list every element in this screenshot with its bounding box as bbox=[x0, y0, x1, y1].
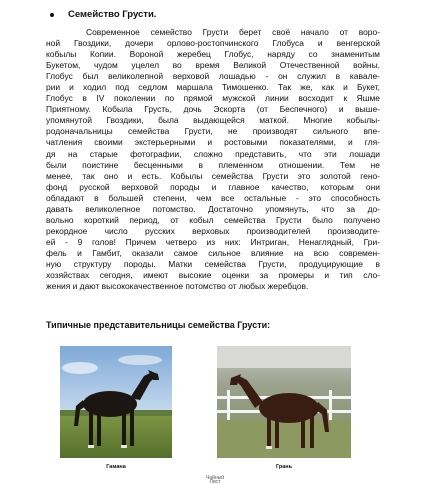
photo-caption-gran: Грань bbox=[275, 464, 293, 470]
body-paragraph bbox=[46, 27, 380, 292]
black-horse-photo-icon bbox=[60, 346, 172, 458]
body-line: давать великолепное потомство. Достаточно упомянуть, что за до- bbox=[46, 203, 380, 214]
body-line: чатления своими экстерьерными и ростовыми показателями, и гля- bbox=[46, 137, 380, 148]
body-line: упомянутой Гвоздики, была выдающейся маткой. Многие кобылы- bbox=[46, 115, 380, 126]
body-line: ей - 9 голов! Причем четверо из них: Интриган, Ненаглядный, Гри- bbox=[46, 236, 380, 247]
body-line: рекордное число русских верховых производителей производите- bbox=[46, 225, 380, 236]
body-line: фель и Гамбит, оказали самое сильное влияние на всю современ- bbox=[46, 247, 380, 258]
body-line: вольно короткий период, от кобыл семейства Грусти было получено bbox=[46, 214, 380, 225]
body-line: рии и ходил под седлом маршала Тимошенко. Так же, как и Букет, bbox=[46, 82, 380, 93]
page-footer: Чайный Лист bbox=[205, 475, 225, 485]
bay-horse-photo-icon bbox=[217, 346, 351, 458]
section-heading-text: Семейство Грусти. bbox=[68, 9, 157, 20]
photo-caption-gamana: Гамана bbox=[106, 464, 126, 470]
body-line: жения и дают высококачественное потомство от любых жеребцов. bbox=[46, 281, 309, 292]
horse-photo-gran bbox=[217, 346, 351, 458]
body-line: ной Гвоздики, дочери орлово-ростопчинского Глобуса и венгерской bbox=[46, 38, 380, 49]
body-line: ную структуру породы. Матки семейства Грусти, продуцирующие в bbox=[46, 258, 380, 269]
body-line: обладают в большей степени, чем все остальные - это способность bbox=[46, 192, 380, 203]
body-line: Приятному. Кобыла Грусть, дочь Эскорта (от Беспечного) и выше- bbox=[46, 104, 380, 115]
photos-subheading: Типичные представительницы семейства Грусти: bbox=[46, 320, 271, 330]
body-line: были поистине бесценными в племенном отношении. Тем не bbox=[46, 159, 380, 170]
horse-photo-gamana bbox=[60, 346, 172, 458]
body-line: родоначальницы семейства Грусти, не производят сильного впе- bbox=[46, 126, 380, 137]
body-line: хозяйствах сегодня, имеют высокие оценки за промеры и тип сло- bbox=[46, 270, 380, 281]
body-line: дя на старые фотографии, сложно представить, что эти лошади bbox=[46, 148, 380, 159]
section-heading bbox=[50, 9, 156, 20]
body-line: фонд русской верховой породы и главное качество, которым они bbox=[46, 181, 380, 192]
bullet-icon bbox=[50, 13, 54, 17]
body-line: кобылы Копии. Вороной жеребец Глобус, наряду со знаменитым bbox=[46, 49, 380, 60]
body-line: Современное семейство Грусти берет своё начало от воро- bbox=[86, 27, 380, 37]
body-line: менее, так оно и есть. Кобылы семейства Грусти это золотой гено- bbox=[46, 170, 380, 181]
body-line: Букетом, чудом уцелел во время Великой Отечественной войны. bbox=[46, 60, 380, 71]
body-line: Глобус в IV поколении по прямой мужской линии восходит к Яшме bbox=[46, 93, 380, 104]
body-line: Глобус был великолепной верховой лошадью - он служил в кавале- bbox=[46, 71, 380, 82]
